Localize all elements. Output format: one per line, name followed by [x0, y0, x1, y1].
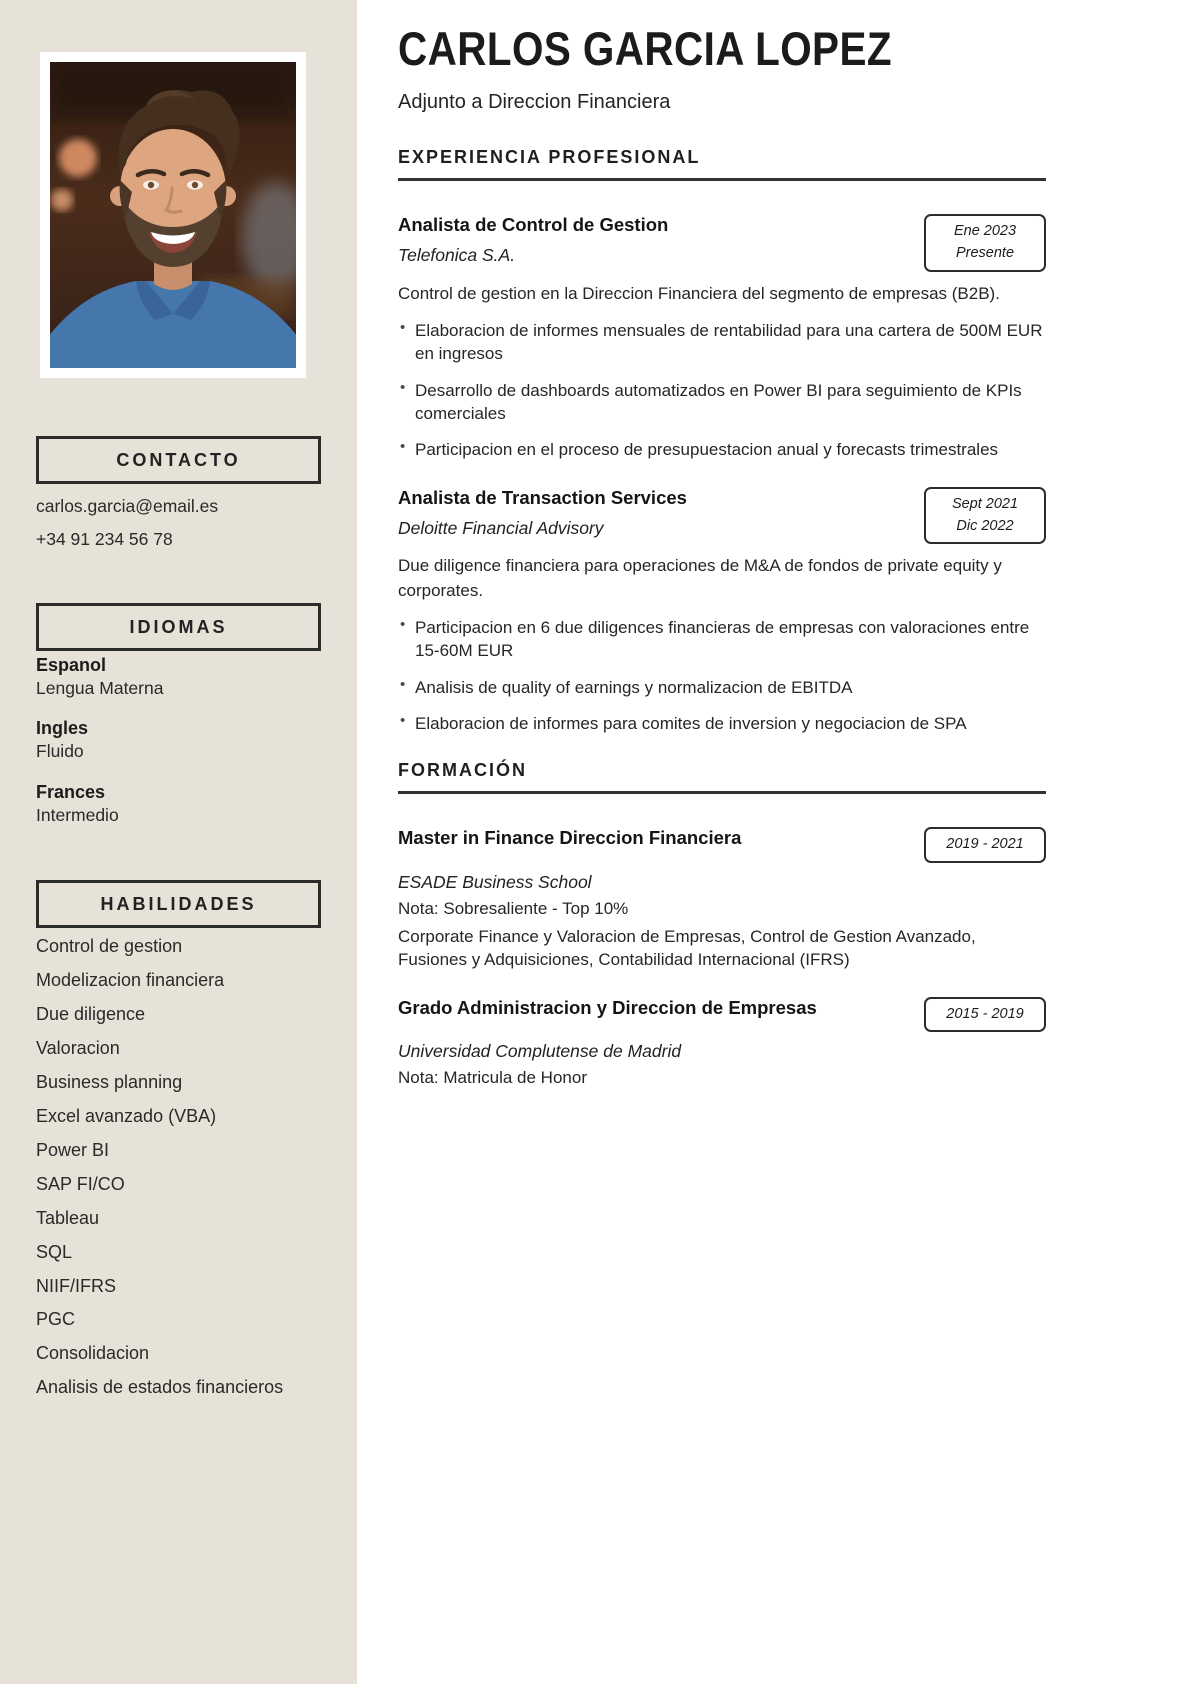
job-date-start: Ene 2023: [953, 223, 1017, 239]
job-date-end: Presente: [955, 244, 1015, 261]
job-bullet: • Desarrollo de dashboards automatizados en Power BI para seguimiento de KPIs comerciales: [398, 379, 1046, 426]
languages-section-title: [36, 603, 321, 651]
education-date-badge: [924, 827, 1046, 863]
job-summary: Due diligence financiera para operaciones de M&A de fondos de private equity y corporates.: [398, 556, 1002, 600]
language-name: Espanol: [36, 655, 107, 675]
education-date-badge: [924, 997, 1046, 1033]
education-entry: [398, 827, 1046, 971]
languages-title-label: IDIOMAS: [129, 617, 228, 637]
skill-item: Tableau: [36, 1207, 100, 1228]
job-bullet-list: [398, 616, 1046, 736]
education-grade: Nota: Matricula de Honor: [398, 1068, 587, 1088]
job-date-start: Sept 2021: [951, 495, 1019, 512]
education-date: 2019 - 2021: [946, 836, 1024, 853]
education-section-title: FORMACIÓN: [398, 760, 1046, 794]
sidebar: [0, 0, 357, 1684]
job-title: Analista de Transaction Services: [398, 486, 687, 508]
job-summary: Control de gestion en la Direccion Financiera del segmento de empresas (B2B).: [398, 283, 1000, 303]
job-company: Telefonica S.A.: [398, 245, 516, 265]
experience-entry: [398, 487, 1046, 736]
language-level: Fluido: [36, 741, 84, 761]
job-title: Analista de Control de Gestion: [398, 214, 669, 235]
language-name: Ingles: [36, 718, 89, 738]
school-name: ESADE Business School: [398, 872, 592, 893]
degree-title: Master in Finance Direccion Financiera: [398, 827, 742, 849]
job-date-end: Dic 2022: [956, 517, 1014, 534]
profile-photo-frame: [40, 52, 306, 378]
language-item: [36, 655, 326, 699]
skills-title-label: HABILIDADES: [100, 894, 257, 914]
skills-list: [36, 936, 324, 1411]
education-entry: [398, 997, 1046, 1090]
skill-item: Power BI: [36, 1139, 110, 1160]
job-date-badge: [924, 487, 1046, 545]
language-level: Lengua Materna: [36, 678, 164, 698]
job-bullet: • Participacion en el proceso de presupuestacion anual y forecasts trimestrales: [398, 438, 1046, 461]
experience-entry: [398, 214, 1046, 462]
skill-item: PGC: [36, 1309, 76, 1330]
profile-photo: [50, 62, 296, 368]
language-level: Intermedio: [36, 805, 119, 825]
contact-title-label: CONTACTO: [116, 450, 241, 470]
contact-email: carlos.garcia@email.es: [36, 496, 219, 516]
language-item: [36, 718, 326, 762]
skills-section-title: [36, 880, 321, 928]
education-grade: Nota: Sobresaliente - Top 10%: [398, 899, 629, 919]
language-item: [36, 782, 326, 826]
skill-item: Control de gestion: [36, 936, 183, 956]
skill-item: SAP FI/CO: [36, 1173, 125, 1194]
job-bullet-list: [398, 319, 1046, 462]
candidate-headline: Adjunto a Direccion Financiera: [398, 91, 671, 113]
skill-item: Modelizacion financiera: [36, 969, 225, 990]
job-date-badge: [924, 214, 1046, 272]
skill-item: Valoracion: [36, 1037, 120, 1058]
contact-phone: +34 91 234 56 78: [36, 529, 173, 549]
skill-item: Consolidacion: [36, 1343, 150, 1364]
education-date: 2015 - 2019: [946, 1005, 1024, 1022]
skill-item: SQL: [36, 1241, 73, 1262]
school-name: Universidad Complutense de Madrid: [398, 1041, 682, 1062]
degree-title: Grado Administracion y Direccion de Empresas: [398, 996, 817, 1018]
language-name: Frances: [36, 782, 106, 802]
skill-item: Excel avanzado (VBA): [36, 1105, 217, 1126]
skill-item: Analisis de estados financieros: [36, 1377, 284, 1398]
job-company: Deloitte Financial Advisory: [398, 517, 604, 538]
job-bullet: • Elaboracion de informes mensuales de rentabilidad para una cartera de 500M EUR en ingresos: [398, 319, 1046, 366]
job-bullet: • Participacion en 6 due diligences financieras de empresas con valoraciones entre 15-60M EUR: [398, 616, 1046, 663]
skill-item: Due diligence: [36, 1003, 146, 1024]
skill-item: Business planning: [36, 1071, 183, 1092]
job-bullet: • Elaboracion de informes para comites de inversion y negociacion de SPA: [398, 712, 1046, 735]
experience-section-title: EXPERIENCIA PROFESIONAL: [398, 147, 1046, 181]
education-coursework: Corporate Finance y Valoracion de Empresas, Control de Gestion Avanzado, Fusiones y Adquisiciones, Contabilidad Internacional (IFRS): [398, 926, 976, 970]
skill-item: NIIF/IFRS: [36, 1275, 116, 1296]
job-bullet: • Analisis de quality of earnings y normalizacion de EBITDA: [398, 676, 1046, 699]
main-column: [398, 0, 1046, 1090]
contact-section-title: [36, 436, 321, 484]
candidate-name: CARLOS GARCIA LOPEZ: [398, 22, 892, 75]
